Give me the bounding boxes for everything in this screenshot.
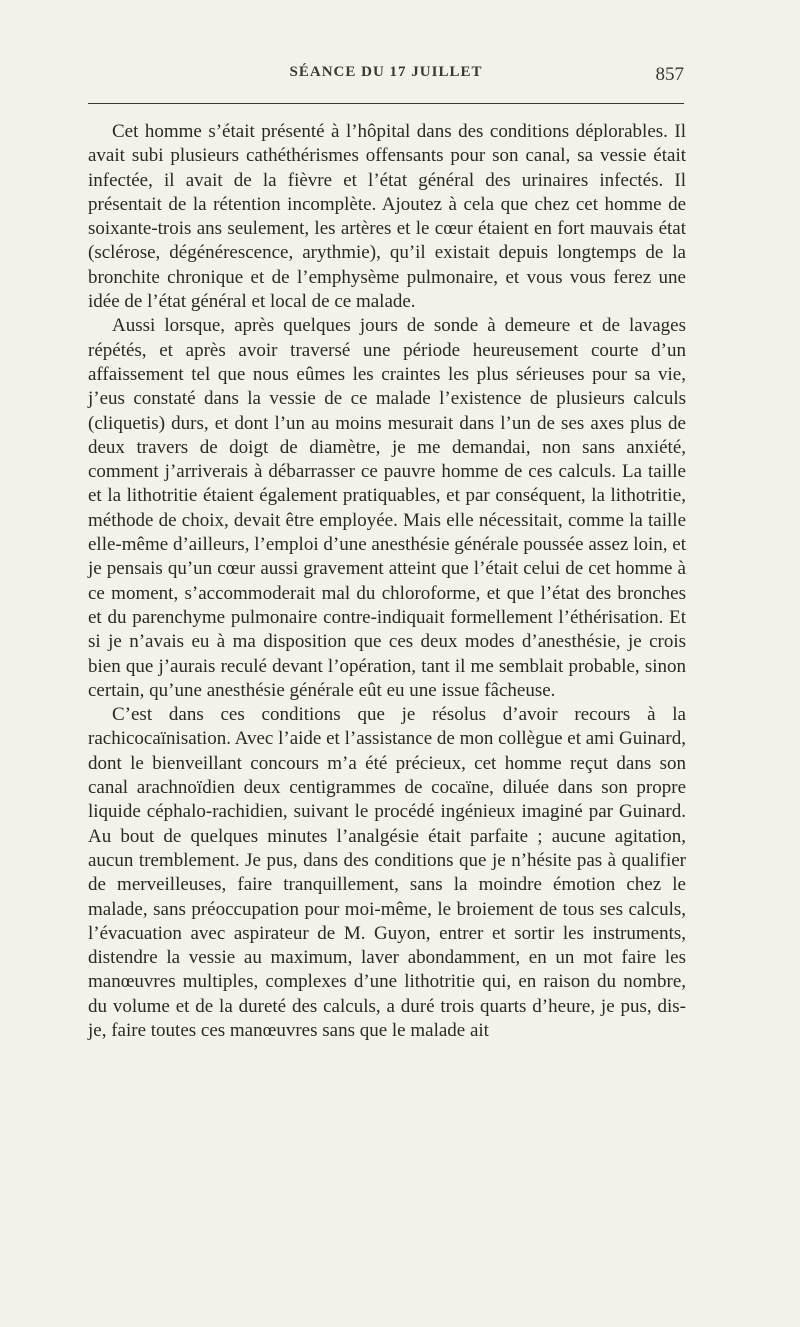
header-rule (88, 103, 684, 104)
paragraph-1: Cet homme s’était présenté à l’hôpital dans des conditions déplorables. Il avait subi plusieurs cathéthérismes offensants pour son canal, sa vessie était infectée, il avait de la fièvre et l’état général des urinaires infectés. Il présentait de la rétention incomplète. Ajoutez à cela que chez cet homme de soixante-trois ans seulement, les artères et le cœur étaient en fort mauvais état (sclérose, dégénérescence, arythmie), qu’il existait depuis longtemps de la bronchite chronique et de l’emphysème pulmonaire, et vous vous ferez une idée de l’état général et local de ce malade. (88, 121, 686, 313)
paragraph-3: C’est dans ces conditions que je résolus d’avoir recours à la rachicocaïnisation. Avec l’aide et l’assistance de mon collègue et ami Guinard, dont le bienveillant concours m’a été précieux, cet homme reçut dans son canal arachnoïdien deux centigrammes de cocaïne, diluée dans son propre liquide céphalo-rachidien, suivant le procédé ingénieux imaginé par Guinard. Au bout de quelques minutes l’analgésie était parfaite ; aucune agitation, aucun tremblement. Je pus, dans des conditions que je n’hésite pas à qualifier de merveilleuses, faire tranquillement, sans la moindre émotion chez le malade, sans préoccupation pour moi-même, le broiement de tous ses calculs, l’évacuation avec aspirateur de M. Guyon, entrer et sortir les instruments, distendre la vessie au maximum, laver abondamment, en un mot faire les manœuvres multiples, complexes d’une lithotritie qui, en raison du nombre, du volume et de la dureté des calculs, a duré trois quarts d’heure, je pus, dis-je, faire toutes ces manœuvres sans que le malade ait (88, 704, 686, 1041)
running-title: SÉANCE DU 17 JUILLET (289, 64, 483, 80)
page-number: 857 (655, 64, 684, 85)
paragraph-2: Aussi lorsque, après quelques jours de sonde à demeure et de lavages répétés, et après avoir traversé une période heureusement courte d’un affaissement tel que nous eûmes les craintes les plus sérieuses pour sa vie, j’eus constaté dans la vessie de ce malade l’existence de plusieurs calculs (cliquetis) durs, et dont l’un au moins mesurait dans l’un de ses axes plus de deux travers de doigt de diamètre, je me demandai, non sans anxiété, comment j’arriverais à débarrasser ce pauvre homme de ces calculs. La taille et la lithotritie étaient également pratiquables, et par conséquent, la lithotritie, méthode de choix, devait être employée. Mais elle nécessitait, comme la taille elle-même d’ailleurs, l’emploi d’une anesthésie générale poussée assez loin, et je pensais qu’un cœur aussi gravement atteint que l’était celui de cet homme à ce moment, s’accommoderait mal du chloroforme, et que l’état des bronches et du parenchyme pulmonaire contre-indiquait formellement l’éthérisation. Et si je n’avais eu à ma disposition que ces deux modes d’anesthésie, je crois bien que j’aurais reculé devant l’opération, tant il me semblait probable, sinon certain, qu’une anesthésie générale eût eu une issue fâcheuse. (88, 315, 686, 701)
running-head (88, 64, 684, 90)
body-text (88, 120, 686, 1043)
